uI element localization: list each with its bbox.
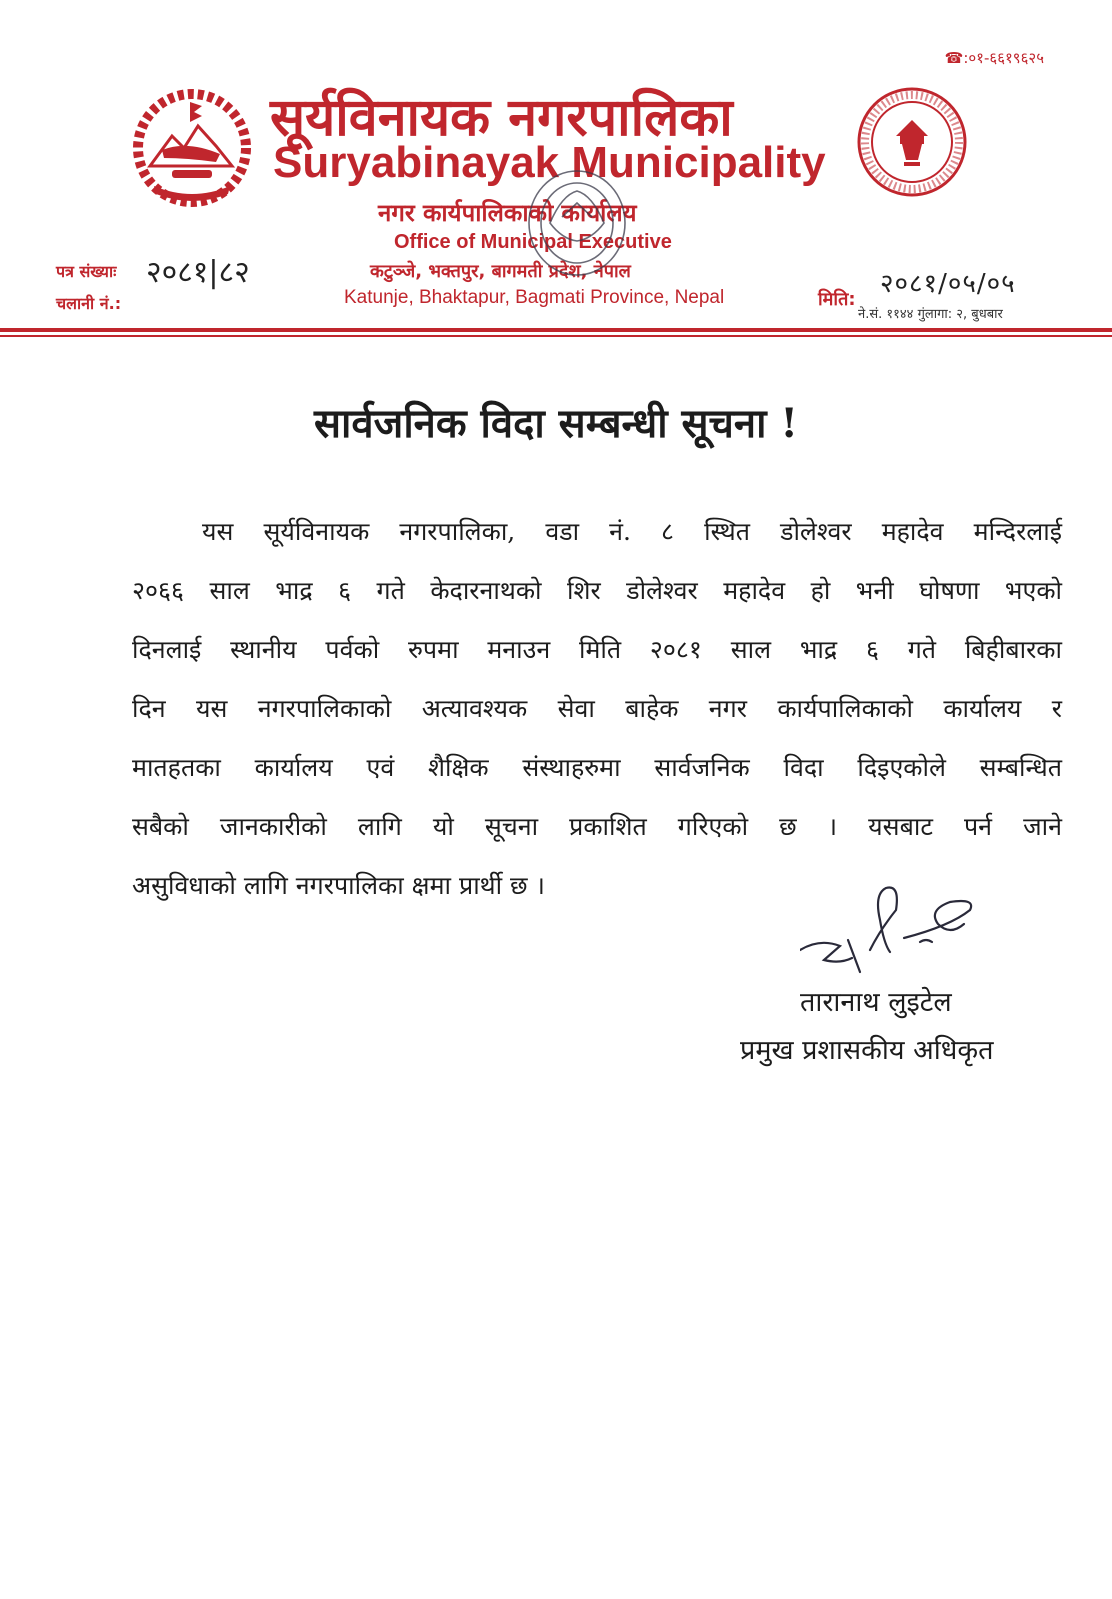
- header-divider-thin: [0, 335, 1112, 337]
- signatory-designation: प्रमुख प्रशासकीय अधिकृत: [740, 1035, 994, 1066]
- dispatch-number-label: चलानी नं.:: [56, 294, 122, 313]
- notice-body: [132, 502, 1062, 915]
- phone-number: ☎:०१-६६१९६२५: [944, 49, 1044, 67]
- municipality-name-nepali: सूर्यविनायक नगरपालिका: [270, 88, 733, 148]
- letter-number-label: पत्र संख्याः: [56, 262, 117, 281]
- office-stamp: [522, 165, 632, 295]
- notice-line: यस सूर्यविनायक नगरपालिका, वडा नं. ८ स्थित डोलेश्वर महादेव मन्दिरलाई: [202, 517, 1062, 546]
- municipality-seal-logo: [856, 86, 968, 198]
- signature: [800, 880, 990, 990]
- office-name-english: Office of Municipal Executive: [394, 231, 672, 253]
- nepal-emblem-logo: [132, 88, 252, 208]
- address-nepali: कटुञ्जे, भक्तपुर, बागमती प्रदेश, नेपाल: [370, 261, 631, 282]
- notice-line: मातहतका कार्यालय एवं शैक्षिक संस्थाहरुमा सार्वजनिक विदा दिइएकोले सम्बन्धित: [132, 753, 1062, 782]
- address-english: Katunje, Bhaktapur, Bagmati Province, Nepal: [344, 287, 725, 308]
- notice-line: दिन यस नगरपालिकाको अत्यावश्यक सेवा बाहेक नगर कार्यपालिकाको कार्यालय र: [132, 694, 1062, 723]
- phone-icon: ☎: [944, 49, 964, 67]
- header-divider-thick: [0, 328, 1112, 332]
- nepal-sambat-date: ने.सं. ११४४ गुंलागा: २, बुधबार: [858, 307, 1003, 322]
- office-name-nepali: नगर कार्यपालिकाको कार्यालय: [378, 198, 637, 227]
- notice-line: सबैको जानकारीको लागि यो सूचना प्रकाशित गरिएको छ । यसबाट पर्न जाने: [132, 812, 1062, 841]
- date-label: मिति:: [818, 289, 856, 310]
- municipality-name-english: Suryabinayak Municipality: [273, 138, 826, 187]
- notice-line: असुविधाको लागि नगरपालिका क्षमा प्रार्थी छ ।: [132, 871, 546, 900]
- date-value: २०८१/०५/०५: [880, 269, 1016, 299]
- signatory-name: तारानाथ लुइटेल: [800, 987, 952, 1018]
- notice-title: सार्वजनिक विदा सम्बन्धी सूचना !: [314, 400, 798, 447]
- notice-line: २०६६ साल भाद्र ६ गते केदारनाथको शिर डोलेश्वर महादेव हो भनी घोषणा भएको: [132, 576, 1062, 605]
- notice-line: दिनलाई स्थानीय पर्वको रुपमा मनाउन मिति २०८१ साल भाद्र ६ गते बिहीबारका: [132, 635, 1062, 664]
- letter-number-value: २०८१|८२: [146, 255, 250, 290]
